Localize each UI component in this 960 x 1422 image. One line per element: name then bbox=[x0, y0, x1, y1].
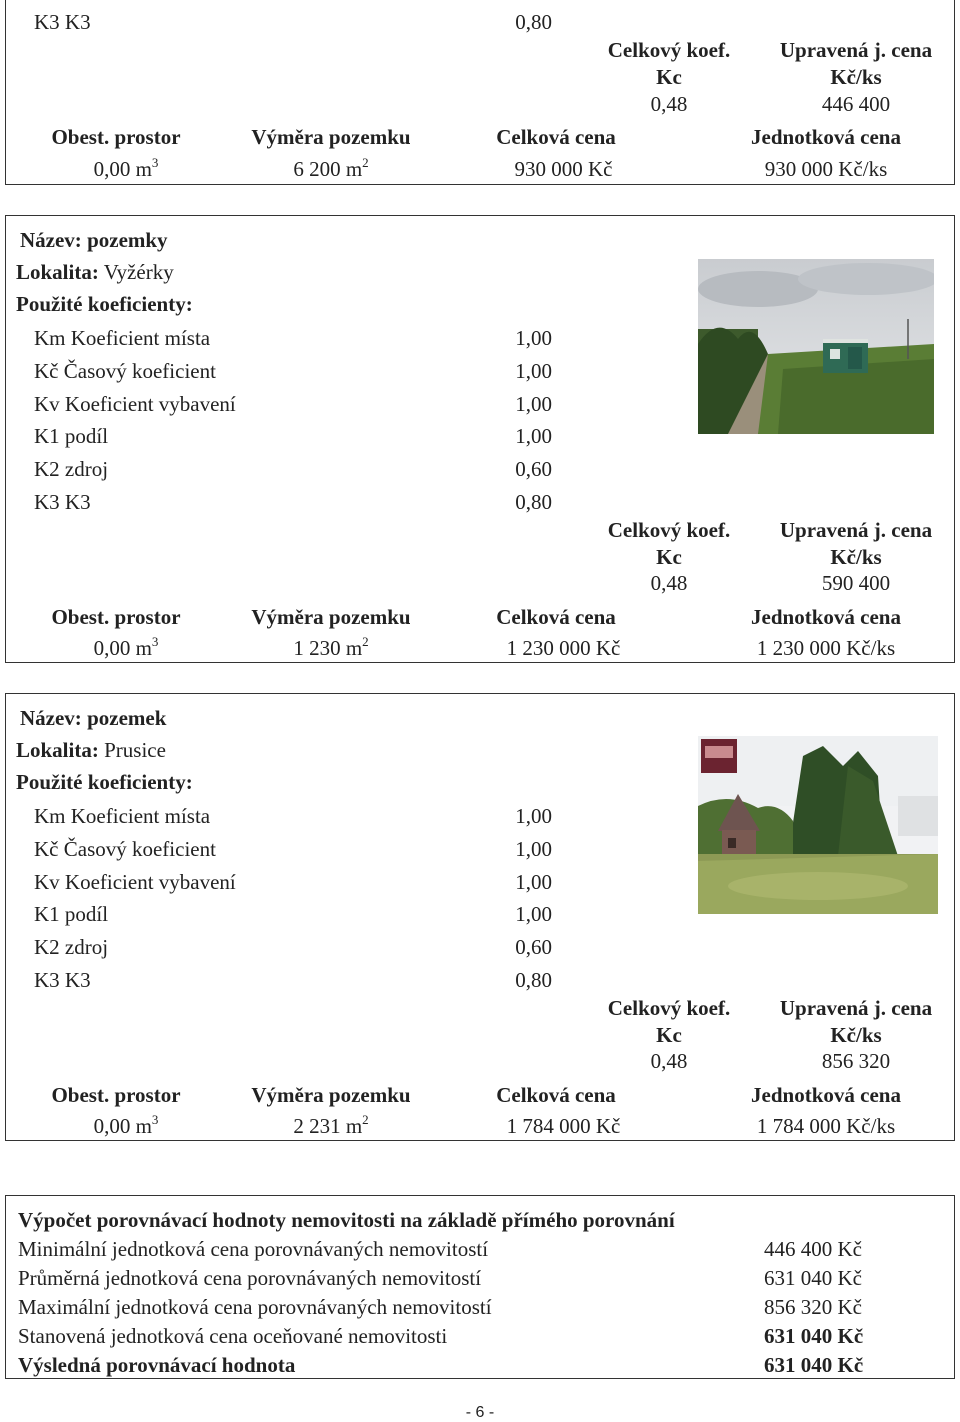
coef-value: 0,60 bbox=[515, 935, 552, 959]
adj-price-unit: Kč/ks bbox=[830, 1023, 882, 1047]
property-block-vyzerky bbox=[5, 215, 955, 663]
coef-value: 1,00 bbox=[515, 804, 552, 828]
coef-label: K1 podíl bbox=[34, 424, 109, 448]
summary-row-label: Maximální jednotková cena porovnávaných nemovitostí bbox=[18, 1295, 492, 1319]
name-row: Název: pozemek bbox=[20, 706, 167, 730]
area-cell: 1 230 $m^2$ bbox=[293, 634, 369, 660]
summary-row-label: Minimální jednotková cena porovnávaných nemovitostí bbox=[18, 1237, 489, 1261]
header-area: Výměra pozemku bbox=[251, 125, 411, 149]
volume-cell: 0,00 $m^3$ bbox=[93, 155, 159, 181]
area-cell: 2 231 $m^2$ bbox=[293, 1112, 369, 1138]
name-row: Název: pozemky bbox=[20, 228, 168, 252]
adj-price-value: 446 400 bbox=[821, 92, 891, 116]
coefs-label: Použité koeficienty: bbox=[16, 770, 193, 794]
summary-row-value: 446 400 Kč bbox=[764, 1237, 862, 1261]
coef-label: K3 K3 bbox=[34, 968, 91, 992]
header-total-price: Celková cena bbox=[496, 605, 616, 629]
summary-row-label: Průměrná jednotková cena porovnávaných nemovitostí bbox=[18, 1266, 482, 1290]
summary-row-value: 856 320 Kč bbox=[764, 1295, 862, 1319]
summary-title: Výpočet porovnávací hodnoty nemovitosti na základě přímého porovnání bbox=[18, 1208, 675, 1232]
summary-result-label: Výsledná porovnávací hodnota bbox=[18, 1353, 296, 1377]
header-volume: Obest. prostor bbox=[51, 125, 181, 149]
locality-row: Lokalita: Vyžérky bbox=[16, 260, 174, 284]
header-unit-price: Jednotková cena bbox=[751, 125, 901, 149]
coef-label: Km Koeficient místa bbox=[34, 804, 211, 828]
property-block-prusice bbox=[5, 693, 955, 1141]
total-coef-value: 0,48 bbox=[650, 571, 688, 595]
summary-result-value: 631 040 Kč bbox=[764, 1353, 864, 1377]
volume-cell: 0,00 $m^3$ bbox=[93, 1112, 159, 1138]
coef-label: Kv Koeficient vybavení bbox=[34, 870, 236, 894]
property-photo bbox=[698, 259, 934, 434]
landscape-photo-icon bbox=[698, 736, 938, 914]
header-volume: Obest. prostor bbox=[51, 605, 181, 629]
total-coef-unit: Kc bbox=[656, 1023, 682, 1047]
coef-label: Kč Časový koeficient bbox=[34, 837, 216, 861]
total-price-cell: 1 784 000 Kč bbox=[506, 1114, 621, 1138]
header-area: Výměra pozemku bbox=[251, 605, 411, 629]
area-cell: 6 200 $m^2$ bbox=[293, 155, 369, 181]
adj-price-unit: Kč/ks bbox=[830, 65, 882, 89]
coef-value: 1,00 bbox=[515, 326, 552, 350]
total-coef-unit: Kc bbox=[656, 65, 682, 89]
total-coef-label: Celkový koef. bbox=[607, 996, 731, 1020]
header-total-price: Celková cena bbox=[496, 1083, 616, 1107]
adj-price-label: Upravená j. cena bbox=[779, 518, 933, 542]
adj-price-label: Upravená j. cena bbox=[779, 996, 933, 1020]
adj-price-value: 856 320 bbox=[821, 1049, 891, 1073]
coef-value: 1,00 bbox=[515, 902, 552, 926]
landscape-photo-icon bbox=[698, 259, 934, 434]
total-coef-label: Celkový koef. bbox=[607, 38, 731, 62]
property-photo bbox=[698, 736, 938, 914]
coef-value: 1,00 bbox=[515, 837, 552, 861]
coef-value: 1,00 bbox=[515, 359, 552, 383]
summary-block bbox=[5, 1195, 955, 1379]
header-volume: Obest. prostor bbox=[51, 1083, 181, 1107]
coef-label: K3 K3 bbox=[34, 490, 91, 514]
total-coef-value: 0,48 bbox=[650, 1049, 688, 1073]
total-coef-label: Celkový koef. bbox=[607, 518, 731, 542]
total-price-cell: 1 230 000 Kč bbox=[506, 636, 621, 660]
coef-value: 0,80 bbox=[515, 10, 552, 34]
unit-price-cell: 930 000 Kč/ks bbox=[764, 157, 888, 181]
coef-value: 0,80 bbox=[515, 490, 552, 514]
unit-price-cell: 1 230 000 Kč/ks bbox=[756, 636, 896, 660]
summary-row-label: Stanovená jednotková cena oceňované nemovitosti bbox=[18, 1324, 448, 1348]
top-property-block bbox=[5, 0, 955, 185]
coef-label: Kv Koeficient vybavení bbox=[34, 392, 236, 416]
coef-label: Km Koeficient místa bbox=[34, 326, 211, 350]
total-coef-value: 0,48 bbox=[650, 92, 688, 116]
coef-label: K3 K3 bbox=[34, 10, 91, 34]
adj-price-value: 590 400 bbox=[821, 571, 891, 595]
header-area: Výměra pozemku bbox=[251, 1083, 411, 1107]
adj-price-label: Upravená j. cena bbox=[779, 38, 933, 62]
adj-price-unit: Kč/ks bbox=[830, 545, 882, 569]
header-total-price: Celková cena bbox=[496, 125, 616, 149]
coef-value: 1,00 bbox=[515, 870, 552, 894]
unit-price-cell: 1 784 000 Kč/ks bbox=[756, 1114, 896, 1138]
coefs-label: Použité koeficienty: bbox=[16, 292, 193, 316]
summary-row-value: 631 040 Kč bbox=[764, 1266, 862, 1290]
coef-value: 0,80 bbox=[515, 968, 552, 992]
summary-row-value: 631 040 Kč bbox=[764, 1324, 864, 1348]
coef-label: K2 zdroj bbox=[34, 935, 109, 959]
locality-row: Lokalita: Prusice bbox=[16, 738, 166, 762]
header-unit-price: Jednotková cena bbox=[751, 605, 901, 629]
page-number: - 6 - bbox=[465, 1404, 495, 1421]
volume-cell: 0,00 $m^3$ bbox=[93, 634, 159, 660]
coef-value: 0,60 bbox=[515, 457, 552, 481]
total-coef-unit: Kc bbox=[656, 545, 682, 569]
header-unit-price: Jednotková cena bbox=[751, 1083, 901, 1107]
coef-label: K2 zdroj bbox=[34, 457, 109, 481]
coef-value: 1,00 bbox=[515, 392, 552, 416]
coef-label: K1 podíl bbox=[34, 902, 109, 926]
total-price-cell: 930 000 Kč bbox=[514, 157, 613, 181]
coef-value: 1,00 bbox=[515, 424, 552, 448]
coef-label: Kč Časový koeficient bbox=[34, 359, 216, 383]
